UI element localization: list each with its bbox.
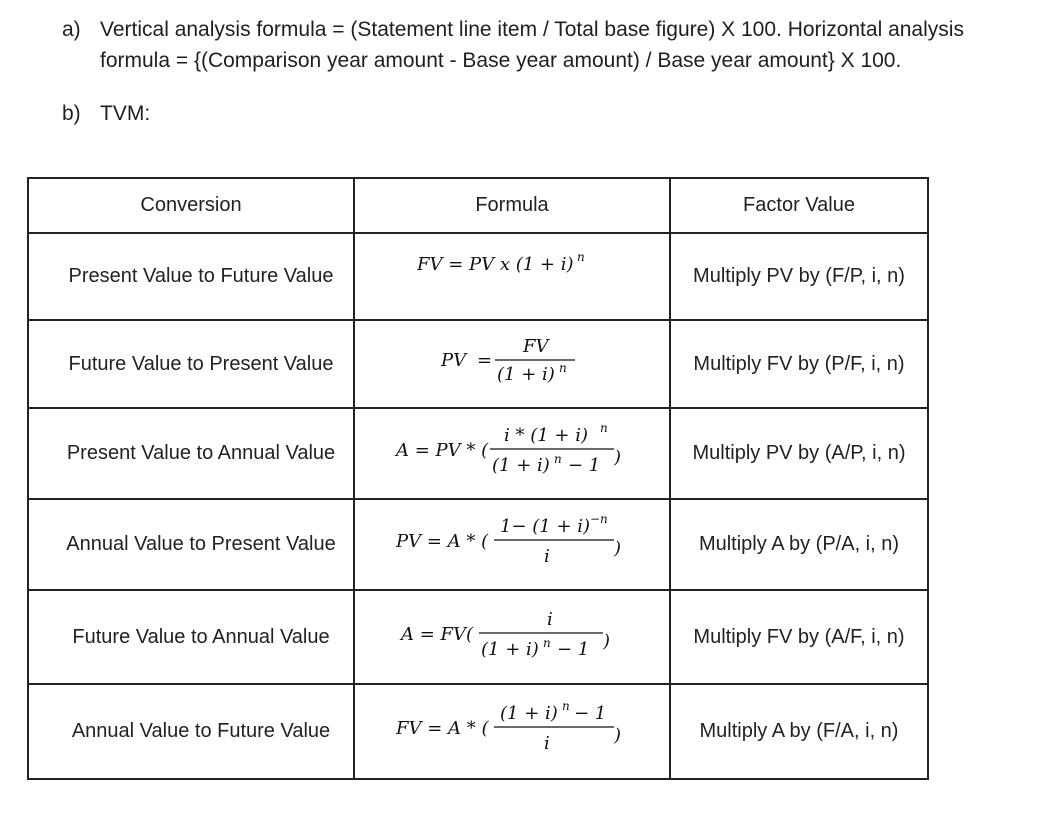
svg-text:): ) bbox=[614, 538, 622, 559]
table-row bbox=[28, 499, 928, 590]
header-formula: Formula bbox=[354, 178, 670, 233]
formula-cell bbox=[354, 233, 670, 320]
factor-cell: Multiply A by (F/A, i, n) bbox=[670, 684, 928, 779]
svg-text:PV: PV bbox=[441, 349, 467, 371]
svg-text:(1 + i): (1 + i) bbox=[497, 363, 555, 385]
formula-fv-from-pv bbox=[417, 252, 607, 282]
svg-text:(1 + i): (1 + i) bbox=[492, 455, 550, 476]
factor-cell: Multiply PV by (F/P, i, n) bbox=[670, 233, 928, 320]
formula-fv-from-a bbox=[392, 697, 632, 761]
table-row bbox=[28, 408, 928, 499]
svg-text:): ) bbox=[614, 725, 622, 746]
header-conversion: Conversion bbox=[28, 178, 354, 233]
formula-cell bbox=[354, 590, 670, 684]
svg-text:n: n bbox=[559, 360, 567, 375]
svg-text:− 1: − 1 bbox=[574, 703, 607, 724]
svg-text:A = FV(: A = FV( bbox=[401, 623, 474, 645]
svg-text:(1 + i): (1 + i) bbox=[500, 703, 558, 724]
formula-cell bbox=[354, 320, 670, 408]
svg-text:FV = PV x (1 + i): FV = PV x (1 + i) bbox=[417, 254, 574, 275]
answer-list bbox=[62, 14, 1022, 129]
svg-text:i: i bbox=[547, 608, 553, 630]
list-marker: a) bbox=[62, 18, 81, 41]
svg-text:): ) bbox=[603, 630, 611, 652]
svg-text:PV = A * (: PV = A * ( bbox=[396, 531, 489, 552]
table-row bbox=[28, 233, 928, 320]
formula-pv-from-fv bbox=[437, 332, 587, 392]
svg-text:(1 + i): (1 + i) bbox=[481, 638, 539, 660]
svg-text:i * (1 + i): i * (1 + i) bbox=[504, 425, 588, 446]
table-header-row bbox=[28, 178, 928, 233]
svg-text:− 1: − 1 bbox=[568, 455, 601, 476]
conversion-cell: Annual Value to Future Value bbox=[28, 684, 354, 779]
table-row bbox=[28, 320, 928, 408]
factor-cell: Multiply PV by (A/P, i, n) bbox=[670, 408, 928, 499]
svg-text:n: n bbox=[600, 421, 608, 435]
svg-text:n: n bbox=[554, 452, 562, 466]
svg-text:A = PV * (: A = PV * ( bbox=[396, 440, 489, 461]
table-row bbox=[28, 684, 928, 779]
list-item-a bbox=[62, 14, 1022, 76]
conversion-cell: Present Value to Future Value bbox=[28, 233, 354, 320]
formula-cell bbox=[354, 684, 670, 779]
formula-a-from-pv bbox=[392, 419, 632, 483]
conversion-cell: Future Value to Present Value bbox=[28, 320, 354, 408]
factor-cell: Multiply A by (P/A, i, n) bbox=[670, 499, 928, 590]
conversion-cell: Annual Value to Present Value bbox=[28, 499, 354, 590]
svg-text:− 1: − 1 bbox=[557, 638, 590, 660]
svg-text:n: n bbox=[562, 699, 570, 713]
conversion-cell: Present Value to Annual Value bbox=[28, 408, 354, 499]
list-marker: b) bbox=[62, 102, 81, 125]
svg-text:i: i bbox=[544, 733, 550, 754]
table-row bbox=[28, 590, 928, 684]
header-factor-value: Factor Value bbox=[670, 178, 928, 233]
horizontal-vertical-analysis-text: Vertical analysis formula = (Statement line item / Total base figure) X 100. Horizontal analysis formula = {(Comparison year amount - Base year amount) / Base year amount} X 100. bbox=[100, 18, 964, 72]
svg-text:−n: −n bbox=[590, 512, 608, 526]
formula-cell bbox=[354, 499, 670, 590]
formula-pv-from-a bbox=[392, 510, 632, 574]
svg-text:FV: FV bbox=[523, 335, 549, 357]
tvm-table bbox=[27, 177, 929, 780]
svg-text:n: n bbox=[543, 635, 551, 650]
conversion-cell: Future Value to Annual Value bbox=[28, 590, 354, 684]
svg-text:): ) bbox=[614, 447, 622, 468]
list-item-b bbox=[62, 98, 1022, 129]
formula-a-from-fv bbox=[397, 603, 627, 667]
svg-text:n: n bbox=[577, 252, 585, 264]
svg-text:FV = A * (: FV = A * ( bbox=[396, 718, 489, 739]
svg-text:1− (1 + i): 1− (1 + i) bbox=[500, 516, 591, 537]
formula-cell bbox=[354, 408, 670, 499]
factor-cell: Multiply FV by (A/F, i, n) bbox=[670, 590, 928, 684]
tvm-heading: TVM: bbox=[100, 102, 151, 125]
svg-text:=: = bbox=[477, 349, 493, 371]
svg-text:i: i bbox=[544, 546, 550, 567]
factor-cell: Multiply FV by (P/F, i, n) bbox=[670, 320, 928, 408]
